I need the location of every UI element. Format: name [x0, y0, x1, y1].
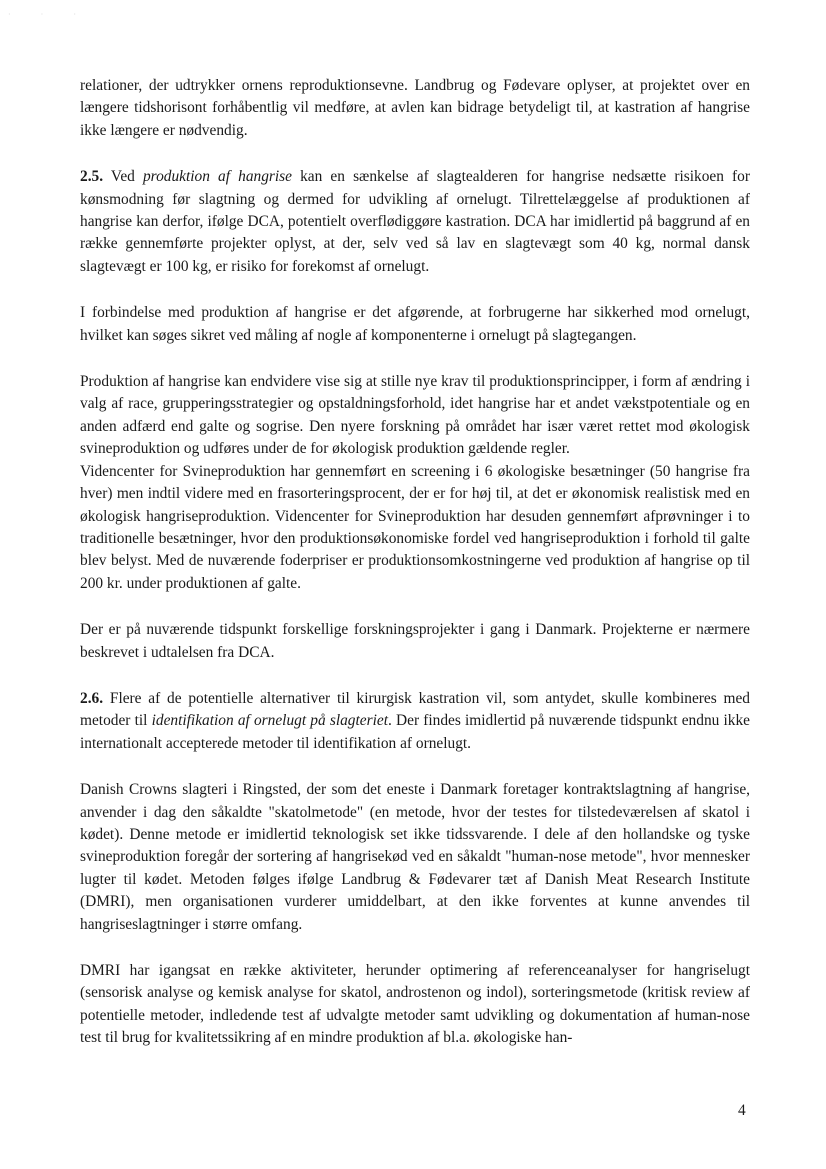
section-number: 2.5.: [80, 168, 104, 186]
section-2-5-paragraph: [80, 166, 750, 278]
paragraph-rest: kan en sænkelse af slagtealderen for hangrise nedsætte risikoen for kønsmodning før slagtning og dermed for udvikling af ornelugt. Tilrettelæggelse af produktionen af hangrise kan derfor, ifølge DCA, potentielt overflødiggøre kastration. DCA har imidlertid på baggrund af en række gennemførte projekter oplyst, at der, selv ved så lav en slagtevægt som 40 kg, normal dansk slagtevægt er 100 kg, er risiko for forekomst af ornelugt.: [80, 168, 750, 275]
corner-marks: · · ·: [8, 10, 90, 19]
paragraph-videncenter: Videncenter for Svineproduktion har gennemført en screening i 6 økologiske besætninger (50 hangrise fra hver) men indtil videre med en frasorteringsprocent, der er for høj til, at det er økonomisk realistisk med en økologisk hangriseproduktion. Videncenter for Svineproduktion har desuden gennemført afprøvninger i to traditionelle besætninger, hvor den produktionsøkonomiske fordel ved hangriseproduktion i forhold til galte blev belyst. Med de nuværende foderpriser er produktionsomkostningerne ved produktion af hangrise op til 200 kr. under produktionen af galte.: [80, 462, 750, 592]
paragraph-production-principles: Produktion af hangrise kan endvidere vise sig at stille nye krav til produktionsprincipper, i form af ændring i valg af race, grupperingsstrategier og opstaldningsforhold, idet hangrise har et andet vækstpotentiale og en anden adfærd end galte og sogrise. Den nyere forskning på området har især været rettet mod økologisk svineproduktion og udføres under de for økologisk produktion gældende regler.: [80, 373, 750, 458]
paragraph-continuation: relationer, der udtrykker ornens reproduktionsevne. Landbrug og Fødevare oplyser, at projektet over en længere tidshorisont forhåbentlig vil medføre, at avlen kan bidrage betydeligt til, at kastration af hangrise ikke længere er nødvendig.: [80, 77, 750, 139]
paragraph-dmri: DMRI har igangsat en række aktiviteter, herunder optimering af referenceanalyser for hangriselugt (sensorisk analyse og kemisk analyse for skatol, androstenon og indol), sorteringsmetode (kritisk review af potentielle metoder, indledende test af udvalgte metoder samt udvikling og dokumentation af human-nose test til brug for kvalitetssikring af en mindre produktion af bl.a. økologiske han-: [80, 962, 750, 1047]
section-number: 2.6.: [80, 689, 104, 707]
paragraph-lead: Flere af de potentielle alternativer til kirurgisk kastration vil, som antydet, skulle kombineres med metoder til: [80, 689, 750, 730]
paragraph-research-projects: Der er på nuværende tidspunkt forskellige forskningsprojekter i gang i Danmark. Projekterne er nærmere beskrevet i udtalelsen fra DCA.: [80, 621, 750, 661]
paragraph-danish-crown: Danish Crowns slagteri i Ringsted, der som det eneste i Danmark foretager kontraktslagtning af hangrise, anvender i dag den såkaldte "skatolmetode" (en metode, hvor der testes for tilstedeværelsen af skatol i kødet). Denne metode er imidlertid teknologisk set ikke tidssvarende. I dele af den hollandske og tyske svineproduktion foregår der sortering af hangrisekød ved en såkaldt "human-nose metode", hvor mennesker lugter til kødet. Metoden følges ifølge Landbrug & Fødevarer tæt af Danish Meat Research Institute (DMRI), men organisationen vurderer umiddelbart, at den ikke forventes at kunne anvendes til hangriseslagtninger i større omfang.: [80, 781, 750, 933]
emphasis-text: identifikation af ornelugt på slagteriet: [151, 712, 388, 730]
page-number: 4: [738, 1102, 746, 1119]
body-text: [80, 75, 750, 1050]
paragraph-rest: . Der findes imidlertid på nuværende tidspunkt endnu ikke internationalt accepterede metoder til identifikation af ornelugt.: [80, 712, 750, 752]
paragraph-lead: Ved: [103, 168, 143, 186]
section-2-6-paragraph: [80, 688, 750, 755]
paragraph-consumer-safety: I forbindelse med produktion af hangrise er det afgørende, at forbrugerne har sikkerhed mod ornelugt, hvilket kan søges sikret ved måling af nogle af komponenterne i ornelugt på slagtegangen.: [80, 304, 750, 344]
emphasis-text: produktion af hangrise: [142, 168, 292, 186]
